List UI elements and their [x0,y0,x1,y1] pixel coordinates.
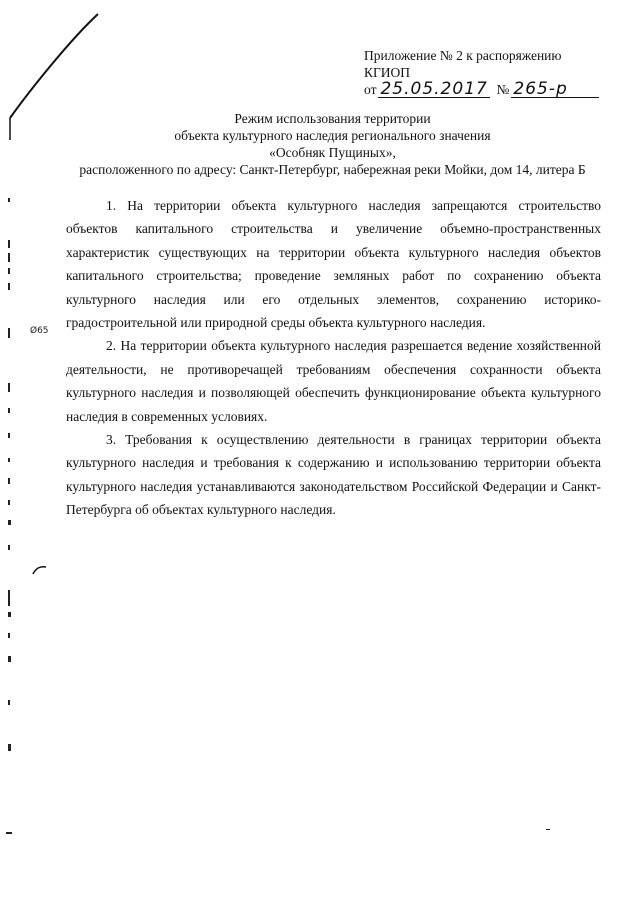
handwritten-number: 265-р [511,81,599,98]
number-prefix: № [496,82,510,97]
appendix-title: Приложение № 2 к распоряжению КГИОП [364,48,562,80]
title-line-1: Режим использования территории [234,111,431,126]
paragraph-1: 1. На территории объекта культурного наследия запрещаются строительство объектов капитального строительства и увеличение объемно-пространственных характеристик существующих на территории объекта культурного наследия объектов капитального строительства; проведение земляных работ по сохранению объекта культурного наследия или его отдельных элементов, сохранению историко-градостроительной или природной среды объекта культурного наследия. [66,198,601,331]
date-number-line [364,81,600,98]
svg-text:Ø65: Ø65 [30,326,49,336]
handwritten-date: 25.05.2017 [378,81,490,98]
date-prefix: от [364,82,377,97]
appendix-header [364,47,600,98]
paragraph-2: 2. На территории объекта культурного наследия разрешается ведение хозяйственной деятельности, не противоречащей требованиям обеспечения сохранности объекта культурного наследия и позволяющей обеспечить функционирование объекта культурного наследия в современных условиях. [66,338,601,424]
document-body [66,194,601,522]
title-line-4: расположенного по адресу: Санкт-Петербург, набережная реки Мойки, дом 14, литера Б [79,162,586,177]
title-line-2: объекта культурного наследия регионального значения [174,128,491,143]
document-title [60,110,605,178]
paragraph-3: 3. Требования к осуществлению деятельности в границах территории объекта культурного наследия и требования к содержанию и использованию территории объекта культурного наследия устанавливаются законодательством Российской Федерации и Санкт-Петербурга об объектах культурного наследия. [66,432,601,518]
title-line-3: «Особняк Пущиных», [269,145,396,160]
